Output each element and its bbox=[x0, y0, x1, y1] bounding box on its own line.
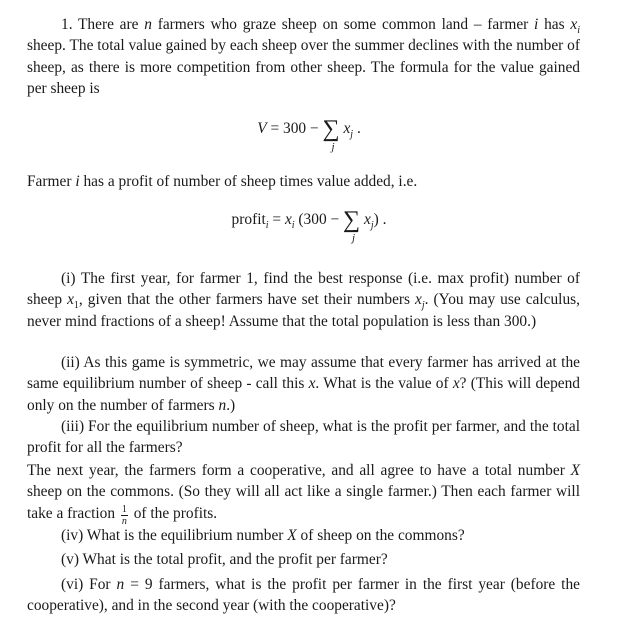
problem-intro: 1. There are n farmers who graze sheep on some common land – farmer i has $x_i$ sheep. The total value gained by each sheep over the summer declines with the number of sheep, as there is more competition from other sheep. The formula for the value gained per sheep is bbox=[27, 16, 581, 98]
question-i: (i) The first year, for farmer 1, find the best response (i.e. max profit) number of sheep $x_1$, given that the other farmers have set their numbers $x_j$. (You may use calculus, never mind fractions of a sheep! Assume that the total population is less than 300.) bbox=[27, 270, 580, 330]
question-iii: (iii) For the equilibrium number of sheep, what is the profit per farmer, and the total profit for all the farmers? bbox=[27, 418, 580, 457]
question-iv: (iv) What is the equilibrium number X of sheep on the commons? bbox=[61, 527, 465, 544]
profit-intro: Farmer i has a profit of number of sheep times value added, i.e. bbox=[27, 173, 418, 190]
question-ii: (ii) As this game is symmetric, we may assume that every farmer has arrived at the same equilibrium number of sheep - call this x. What is the value of x? (This will depend only on the number of farmers n.) bbox=[27, 354, 580, 414]
cooperative-intro: The next year, the farmers form a cooperative, and all agree to have a total number X sheep on the commons. (So they will all act like a single farmer.) Then each farmer will take a fraction $\frac{1}{n}$ of the profits. bbox=[27, 462, 580, 527]
question-v: (v) What is the total profit, and the profit per farmer? bbox=[61, 551, 388, 568]
profit-equation: profit$_i$ = $x_i$ (300 − ∑ j $x_j$) . bbox=[231, 207, 387, 244]
fraction-one-over-n: $\frac{1}{n}$ bbox=[121, 503, 127, 527]
question-vi: (vi) For n = 9 farmers, what is the profit per farmer in the first year (before the cooperative), and in the second year (with the cooperative)? bbox=[27, 576, 580, 615]
value-equation: V = 300 − ∑ j $x_j$ . bbox=[257, 116, 361, 153]
